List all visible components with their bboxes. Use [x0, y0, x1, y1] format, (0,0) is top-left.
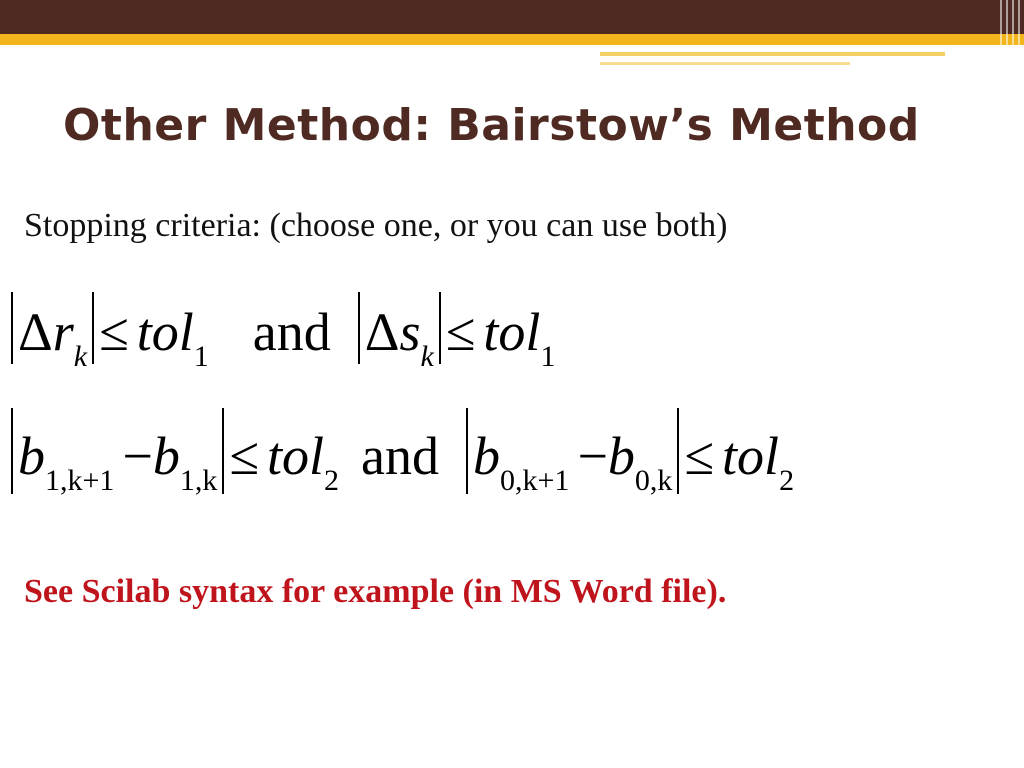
tol-term: tol: [483, 302, 541, 362]
abs-bar: [677, 408, 679, 494]
le-symbol: ≤: [445, 302, 476, 362]
subscript-1-k: 1,k: [179, 464, 218, 497]
delta-symbol: Δ: [364, 302, 400, 362]
tol-term: tol: [722, 426, 780, 486]
abs-bar: [222, 408, 224, 494]
abs-bar: [11, 408, 13, 494]
abs-bar: [466, 408, 468, 494]
subscript-k: k: [73, 340, 88, 373]
stopping-criteria-text: Stopping criteria: (choose one, or you can use both): [24, 207, 728, 244]
abs-bar: [439, 292, 441, 364]
subscript-0-k1: 0,k+1: [500, 464, 570, 497]
abs-bar: [92, 292, 94, 364]
abs-bar: [358, 292, 360, 364]
equation-b-criteria: [6, 408, 795, 497]
slide-title: Other Method: Bairstow’s Method: [63, 100, 920, 151]
accent-stripe: [0, 34, 1024, 45]
tol-subscript: 2: [324, 464, 340, 497]
var-b: b: [607, 426, 635, 486]
tol-term: tol: [136, 302, 194, 362]
var-r: r: [52, 302, 74, 362]
tol-subscript: 1: [193, 340, 209, 373]
le-symbol: ≤: [684, 426, 715, 486]
abs-bar: [11, 292, 13, 364]
accent-line: [600, 52, 945, 56]
corner-decoration: [994, 0, 1024, 70]
accent-line-secondary: [600, 62, 850, 65]
var-b: b: [473, 426, 501, 486]
and-word: and: [252, 302, 331, 362]
tol-subscript: 1: [540, 340, 556, 373]
tol-term: tol: [267, 426, 325, 486]
minus-symbol: −: [577, 426, 608, 486]
le-symbol: ≤: [99, 302, 129, 362]
subscript-0-k: 0,k: [634, 464, 673, 497]
subscript-k: k: [420, 340, 434, 373]
tol-subscript: 2: [779, 464, 795, 497]
equation-r-s-criteria: [6, 292, 556, 373]
and-word: and: [361, 426, 440, 486]
top-banner: [0, 0, 1024, 34]
le-symbol: ≤: [229, 426, 260, 486]
subscript-1-k1: 1,k+1: [45, 464, 115, 497]
var-b: b: [152, 426, 180, 486]
scilab-note: See Scilab syntax for example (in MS Word file).: [24, 573, 727, 610]
minus-symbol: −: [122, 426, 153, 486]
var-s: s: [399, 302, 421, 362]
var-b: b: [18, 426, 45, 486]
delta-symbol: Δ: [18, 302, 53, 362]
